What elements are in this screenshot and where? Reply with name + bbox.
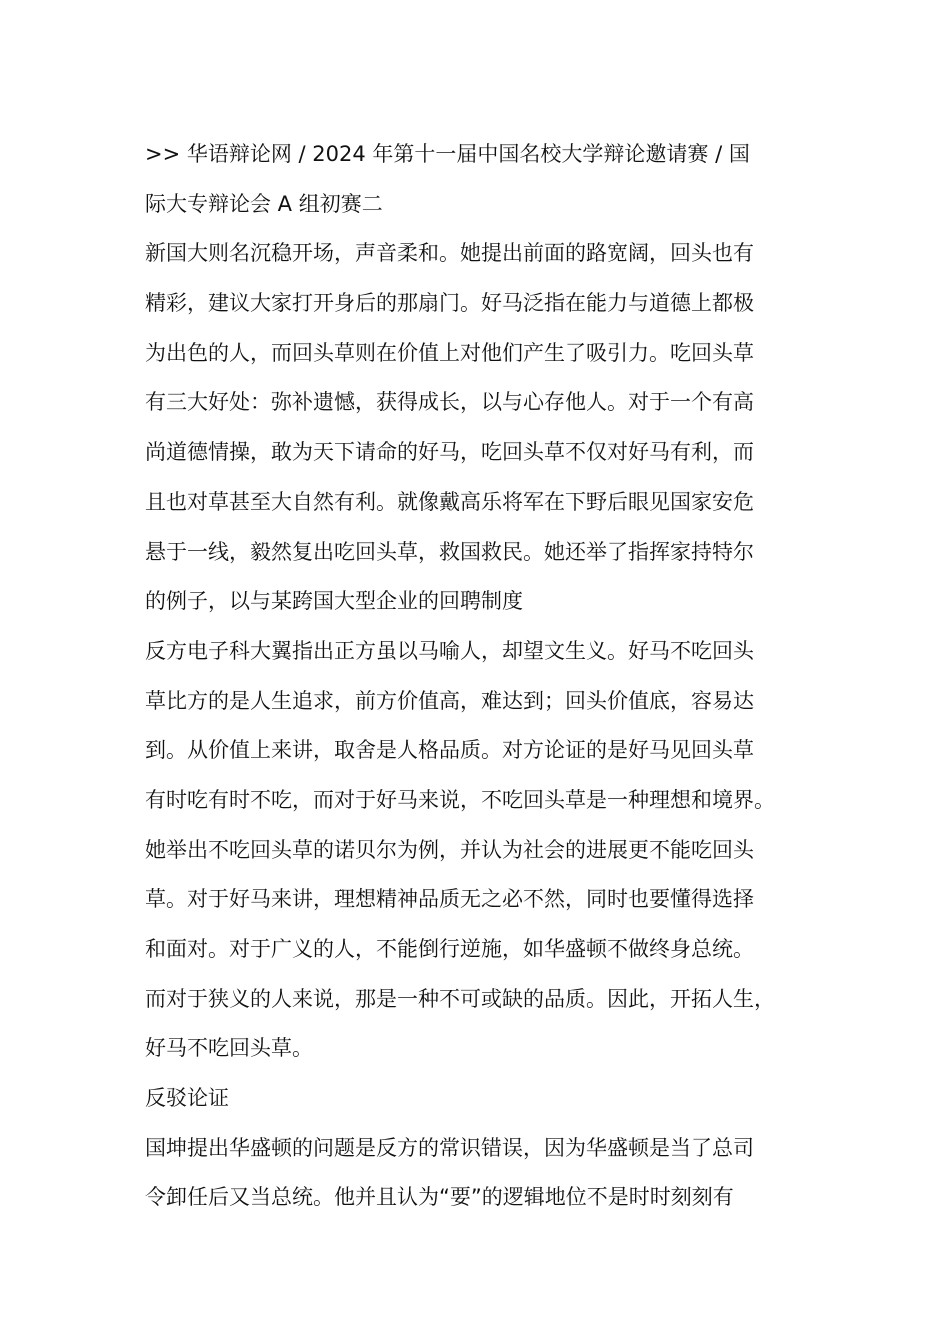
paragraph-rebuttal: [145, 1124, 810, 1223]
breadcrumb-line: 际大专辩论会 A 组初赛二: [145, 191, 383, 216]
paragraph-line: 令卸任后又当总统。他并且认为“要”的逻辑地位不是时时刻刻有: [145, 1185, 734, 1210]
paragraph-line: 而对于狭义的人来说，那是一种不可或缺的品质。因此，开拓人生，: [145, 986, 775, 1011]
section-heading: 反驳论证: [145, 1086, 229, 1111]
paragraph-line: 国坤提出华盛顿的问题是反方的常识错误，因为华盛顿是当了总司: [145, 1135, 754, 1160]
paragraph-line: 反方电子科大翼指出正方虽以马喻人，却望文生义。好马不吃回头: [145, 638, 754, 663]
document-body: [145, 130, 810, 1223]
paragraph-line: 草比方的是人生追求，前方价值高，难达到；回头价值底，容易达: [145, 688, 754, 713]
paragraph-line: 有三大好处：弥补遗憾，获得成长，以与心存他人。对于一个有高: [145, 390, 754, 415]
paragraph-line: 她举出不吃回头草的诺贝尔为例，并认为社会的进展更不能吃回头: [145, 837, 754, 862]
section-heading-rebuttal: [145, 1074, 810, 1124]
paragraph-line: 有时吃有时不吃，而对于好马来说，不吃回头草是一种理想和境界。: [145, 787, 775, 812]
paragraph-line: 草。对于好马来讲，理想精神品质无之必不然，同时也要懂得选择: [145, 887, 754, 912]
paragraph-line: 尚道德情操，敢为天下请命的好马，吃回头草不仅对好马有利，而: [145, 440, 754, 465]
paragraph-line: 且也对草甚至大自然有利。就像戴高乐将军在下野后眼见国家安危: [145, 489, 754, 514]
paragraph-line: 精彩，建议大家打开身后的那扇门。好马泛指在能力与道德上都极: [145, 291, 754, 316]
paragraph-line: 为出色的人，而回头草则在价值上对他们产生了吸引力。吃回头草: [145, 340, 754, 365]
breadcrumb: [145, 130, 810, 229]
paragraph-line: 和面对。对于广义的人，不能倒行逆施，如华盛顿不做终身总统。: [145, 937, 754, 961]
paragraph-opening-statement: [145, 229, 810, 627]
breadcrumb-line: >> 华语辩论网 / 2024 年第十一届中国名校大学辩论邀请赛 / 国: [145, 142, 750, 166]
paragraph-line: 的例子，以与某跨国大型企业的回聘制度: [145, 589, 523, 614]
paragraph-line: 好马不吃回头草。: [145, 1036, 313, 1061]
paragraph-line: 新国大则名沉稳开场，声音柔和。她提出前面的路宽阔，回头也有: [145, 241, 754, 266]
paragraph-line: 悬于一线，毅然复出吃回头草，救国救民。她还举了指挥家持特尔: [145, 539, 754, 564]
paragraph-opposition-statement: [145, 627, 810, 1074]
paragraph-line: 到。从价值上来讲，取舍是人格品质。对方论证的是好马见回头草: [145, 738, 754, 763]
